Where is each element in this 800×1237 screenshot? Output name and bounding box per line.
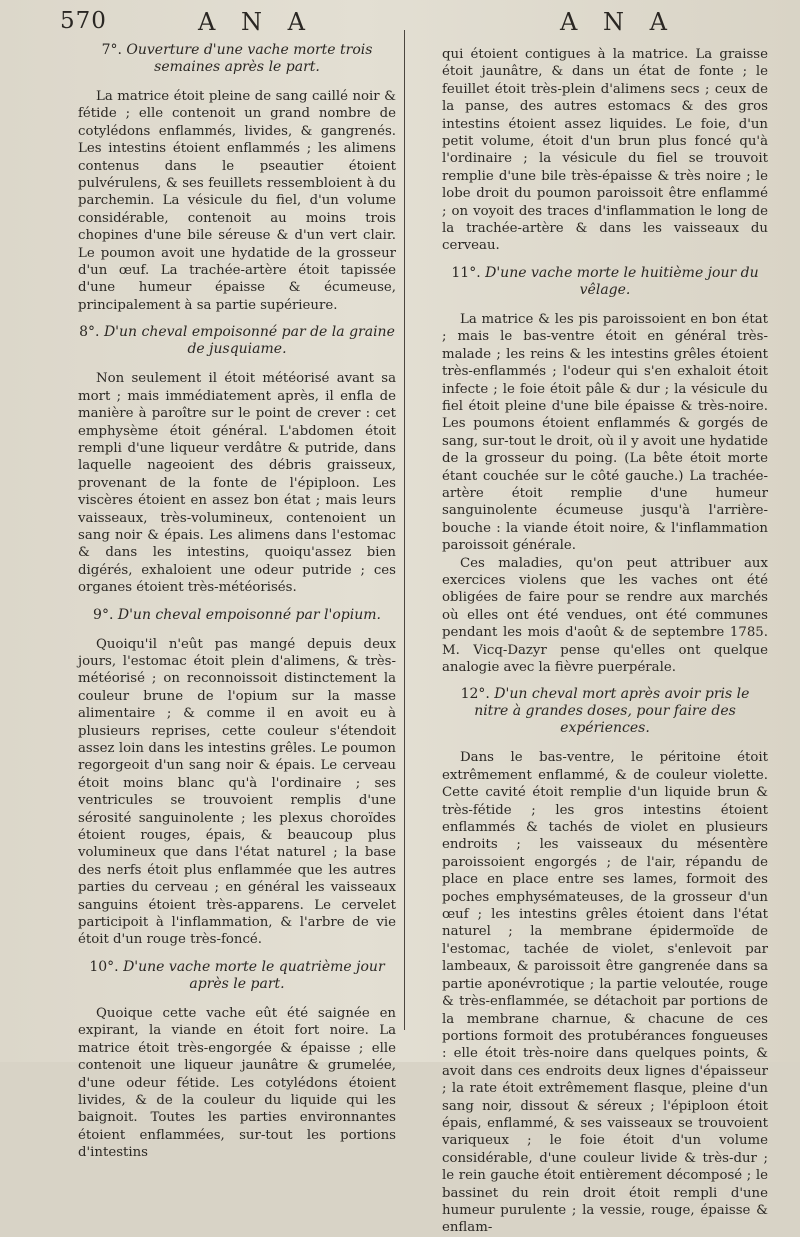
section-heading-12	[442, 686, 768, 737]
running-head-right: A N A	[560, 8, 676, 36]
paragraph: Quoiqu'il n'eût pas mangé depuis deux jours, l'estomac étoit plein d'alimens, & très-météorisé ; on reconnoissoit distinctement la couleur brune de l'opium sur la masse alimentaire ; & comme il en avoit eu à plusieurs reprises, cette couleur s'étendoit assez loin dans les intestins grêles. Le poumon regorgeoit d'un sang noir & épais. Le cerveau étoit moins blanc qu'à l'ordinaire ; ses ventricules se trouvoient remplis d'une sérosité sanguinolente ; les plexus choroïdes étoient rouges, épais, & beaucoup plus volumineux que dans l'état naturel ; la base des nerfs étoit plus enflammée que les autres parties du cerveau ; en général les vaisseaux sanguins étoient très-apparens. Le cervelet participoit à l'inflammation, & l'arbre de vie étoit d'un rouge très-foncé.	[78, 636, 396, 948]
paragraph-continued: qui étoient contigues à la matrice. La graisse étoit jaunâtre, & dans un état de fonte ; le feuillet étoit très-plein d'alimens secs ; ceux de la panse, des autres estomacs & des gros intestins étoient assez liquides. Le foie, d'un petit volume, étoit d'un brun plus foncé qu'à l'ordinaire ; la vésicule du fiel se trouvoit remplie d'une bile très-épaisse & très noire ; le lobe droit du poumon paroissoit être enflammé ; on voyoit des traces d'inflammation le long de la trachée-artère & dans les vaisseaux du cerveau.	[442, 47, 768, 254]
paragraph: Dans le bas-ventre, le péritoine étoit extrêmement enflammé, & de couleur violette. Cette cavité étoit remplie d'un liquide brun & très-fétide ; les gros intestins étoient enflammés & tachés de violet en plusieurs endroits ; les vaisseaux du mésentère paroissoient engorgés ; de l'air, répandu de place en place entre ses lames, formoit des poches emphysémateuses, de la grosseur d'un œuf ; les intestins grêles étoient dans l'état naturel ; la membrane épidermoïde de l'estomac, tachée de violet, s'enlevoit par lambeaux, & paroissoit être gangrenée dans sa partie aponévrotique ; la partie veloutée, rouge & très-enflammée, se détachoit par portions de la membrane charnue, & chacune de ces portions formoit des protubérances fongueuses : elle étoit très-noire dans quelques points, & avoit dans ces endroits deux lignes d'épaisseur ; la rate étoit extrêmement flasque, pleine d'un sang noir, dissout & séreux ; l'épiploon étoit épais, enflammé, & ses vaisseaux se trouvoient variqueux ; le foie étoit d'un volume considérable, d'une couleur livide & très-dur ; le rein gauche étoit entièrement décomposé ; le bassinet du rein droit étoit rempli d'une humeur purulente ; la vessie, rouge, épaisse & enflam-	[442, 750, 768, 1236]
running-head-left: A N A	[198, 8, 314, 36]
paragraph: La matrice étoit pleine de sang caillé noir & fétide ; elle contenoit un grand nombre de cotylédons enflammés, livides, & gangrenés. Les intestins étoient enflammés ; les alimens contenus dans le pseautier étoient pulvérulens, & ses feuillets ressembloient à du parchemin. La vésicule du fiel, d'un volume considérable, contenoit au moins trois chopines d'une bile séreuse & d'un vert clair. Le poumon avoit une hydatide de la grosseur d'un œuf. La trachée-artère étoit tapissée d'une humeur épaisse & écumeuse, principalement à sa partie supérieure.	[78, 89, 396, 313]
section-title: D'une vache morte le quatrième jour après le part.	[123, 958, 385, 992]
section-number: 12°.	[460, 686, 490, 703]
paragraph: La matrice & les pis paroissoient en bon état ; mais le bas-ventre étoit en général très-malade ; les reins & les intestins grêles étoient très-enflammés ; l'odeur qui s'en exhaloit étoit infecte ; le foie étoit pâle & dur ; la vésicule du fiel étoit pleine d'une bile épaisse & très-noire. Les poumons étoient enflammés & gorgés de sang, sur-tout le droit, où il y avoit une hydatide de la grosseur du poing. (La bête étoit morte étant couchée sur le côté gauche.) La trachée-artère étoit remplie d'une humeur sanguinolente écumeuse jusqu'à l'arrière-bouche : la viande étoit noire, & l'inflammation paroissoit générale.	[442, 311, 768, 554]
paragraph: Quoique cette vache eût été saignée en expirant, la viande en étoit fort noire. La matrice étoit très-engorgée & épaisse ; elle contenoit une liqueur jaunâtre & grumelée, d'une odeur fétide. Les cotylédons étoient livides, & de la couleur du liquide qui les baignoit. Toutes les parties environnantes étoient enflammées, sur-tout les portions d'intestins	[78, 1005, 396, 1161]
section-number: 7°.	[101, 42, 122, 58]
section-heading-9	[78, 607, 396, 624]
page-header	[0, 6, 800, 40]
section-heading-10	[78, 959, 396, 993]
section-number: 9°.	[93, 606, 114, 623]
paragraph: Ces maladies, qu'on peut attribuer aux exercices violens que les vaches ont été obligées de faire pour se rendre aux marchés où elles ont été vendues, ont été communes pendant les mois d'août & de septembre 1785. M. Vicq-Dazyr pense qu'elles ont quelque analogie avec la fièvre puerpérale.	[442, 555, 768, 675]
section-title: D'un cheval empoisonné par de la graine de jusquiame.	[103, 324, 395, 358]
page-number: 570	[60, 8, 107, 34]
paragraph: Non seulement il étoit météorisé avant sa mort ; mais immédiatement après, il enfla de manière à paroître sur le point de crever : cet emphysème étoit général. L'abdomen étoit rempli d'une liqueur verdâtre & putride, dans laquelle nageoient des débris graisseux, provenant de la fonte de l'épiploon. Les viscères étoient en assez bon état ; mais leurs vaisseaux, très-volumineux, contenoient un sang noir & épais. Les alimens dans l'estomac & dans les intestins, quoiqu'assez bien digérés, exhaloient une odeur putride ; ces organes étoient très-météorisés.	[78, 371, 396, 596]
left-column	[78, 42, 396, 1162]
right-column	[442, 46, 768, 1237]
column-divider	[404, 30, 405, 1030]
section-number: 11°.	[451, 264, 481, 281]
section-number: 10°.	[89, 958, 119, 975]
section-heading-8	[78, 324, 396, 358]
section-title: Ouverture d'une vache morte trois semaines après le part.	[126, 42, 373, 75]
section-title: D'un cheval empoisonné par l'opium.	[117, 606, 381, 623]
section-heading-11	[442, 265, 768, 299]
section-title: D'un cheval mort après avoir pris le nitre à grandes doses, pour faire des expériences.	[474, 686, 750, 737]
section-title: D'une vache morte le huitième jour du vêlage.	[485, 264, 759, 298]
section-heading-7	[78, 42, 396, 76]
section-number: 8°.	[79, 324, 100, 341]
